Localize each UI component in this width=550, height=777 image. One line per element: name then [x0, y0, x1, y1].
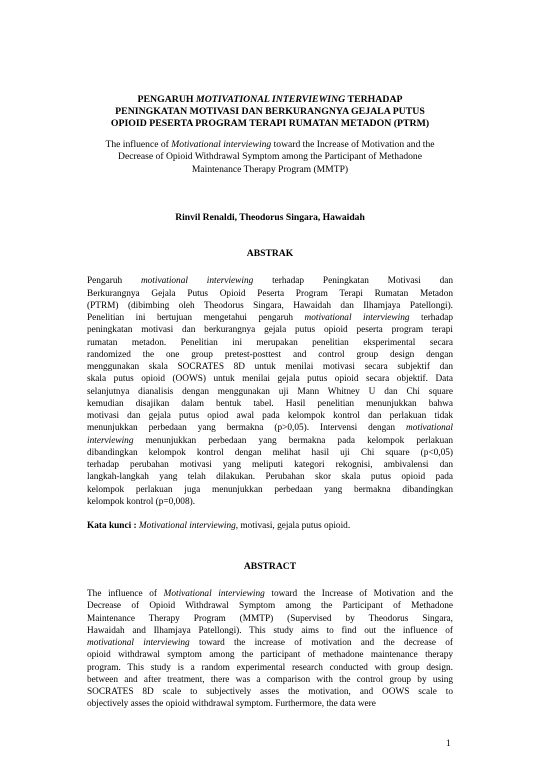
page-number: 1 — [446, 738, 451, 749]
paper-title — [87, 94, 453, 131]
abstract-line: Maintenance Therapy Program (MMTP) (Supervised by Theodorus Singara, — [87, 613, 453, 624]
author-list: Rinvil Renaldi, Theodorus Singara, Hawaidah — [175, 212, 365, 224]
abstract-line: SOCRATES 8D scale to subjectively asses the motivation, and OOWS scale to — [87, 687, 453, 698]
abstrak-body — [87, 275, 453, 508]
abstrak-line: kelompok kontrol (p=0,008). — [87, 496, 196, 507]
abstract-line: Hawaidah and Ilhamjaya Patellongi). This study aims to find out the influence of — [87, 625, 453, 636]
abstrak-line: menggunakan skala SOCRATES 8D untuk menilai motivasi secara subjektif dan — [87, 362, 453, 373]
abstrak-line: dibandingkan kelompok kontrol dengan melihat hasil uji Chi square (p<0,05) — [87, 447, 453, 458]
title-line: OPIOID PESERTA PROGRAM TERAPI RUMATAN METADON (PTRM) — [110, 118, 430, 130]
abstract-line: objectively asses the opioid withdrawal symptom. Furthermore, the data were — [87, 699, 376, 710]
abstrak-line: Pengaruh motivational interviewing terhadap Peningkatan Motivasi dan — [87, 276, 453, 287]
abstrak-line: Berkurangnya Gejala Putus Opioid Peserta Program Terapi Rumatan Metadon — [87, 288, 453, 299]
abstrak-line: Penelitian ini bertujuan mengetahui pengaruh motivational interviewing terhadap — [87, 313, 453, 324]
abstract-line: The influence of Motivational interviewing toward the Increase of Motivation and the — [87, 589, 453, 600]
keywords-emphasis: Motivational interviewing — [138, 521, 236, 532]
abstrak-line: langkah-langkah yang telah dilakukan. Perubahan skor skala putus opioid pada — [87, 472, 453, 483]
keywords-line — [87, 521, 453, 531]
abstract-line: motivational interviewing toward the increase of motivation and the decrease of — [87, 638, 453, 649]
abstrak-line: interviewing menunjukkan perbedaan yang bermakna pada kelompok perlakuan — [87, 435, 453, 446]
abstrak-line: peningkatan motivasi dan berkurangnya gejala putus opioid peserta program terapi — [87, 325, 453, 336]
abstrak-line: kemudian disajikan dalam bentuk tabel. Hasil penelitian menunjukkan bahwa — [87, 398, 453, 409]
abstrak-line: motivasi dan gejala putus opiod awal pada kelompok kontrol dan perlakuan tidak — [87, 411, 453, 422]
abstract-heading: ABSTRACT — [243, 561, 297, 573]
abstract-line: Decrease of Opioid Withdrawal Symptom among the Participant of Methadone — [87, 601, 453, 612]
english-title-line: The influence of Motivational interviewing toward the Increase of Motivation and the — [105, 138, 435, 150]
abstract-line: between and after treatment, there was a comparison with the control group by using — [87, 674, 453, 685]
abstrak-line: (PTRM) (dibimbing oleh Theodorus Singara, Hawaidah dan Ilhamjaya Patellongi). — [87, 300, 453, 311]
abstrak-line: randomized the one group pretest-posttest and control group design dengan — [87, 349, 453, 360]
english-title-line: Maintenance Therapy Program (MMTP) — [191, 163, 349, 175]
abstract-line: program. This study is a random experimental research conducted with group design. — [87, 662, 453, 673]
title-line: PENGARUH MOTIVATIONAL INTERVIEWING TERHADAP — [137, 94, 403, 105]
abstrak-line: terhadap perubahan motivasi yang meliputi kategori rekognisi, ambivalensi dan — [87, 460, 453, 471]
english-title-line: Decrease of Opioid Withdrawal Symptom among the Participant of Methadone — [118, 151, 422, 163]
page-content — [87, 94, 453, 711]
title-line: PENINGKATAN MOTIVASI DAN BERKURANGNYA GEJALA PUTUS — [115, 106, 425, 118]
abstrak-heading: ABSTRAK — [246, 248, 294, 260]
abstrak-line: skala putus opioid (OOWS) untuk menilai gejala putus opioid secara objektif. Data — [87, 374, 453, 385]
english-title — [87, 139, 453, 177]
keywords-label: Kata kunci : — [87, 521, 139, 532]
abstrak-line: selanjutnya dianalisis dengan menggunakan uji Mann Whitney U dan Chi square — [87, 386, 453, 397]
abstract-line: opioid withdrawal symptom among the participant of methadone maintenance therapy — [87, 650, 453, 661]
abstract-body — [87, 588, 453, 711]
keywords-rest: , motivasi, gejala putus opioid. — [235, 521, 351, 532]
abstrak-line: menunjukkan perbedaan yang bermakna (p>0,05). Intervensi dengan motivational — [87, 423, 453, 434]
abstrak-line: rumatan metadon. Penelitian ini merupakan penelitian eksperimental secara — [87, 337, 453, 348]
abstrak-line: kelompok perlakuan juga menunjukkan perbedaan yang bermakna dibandingkan — [87, 484, 453, 495]
